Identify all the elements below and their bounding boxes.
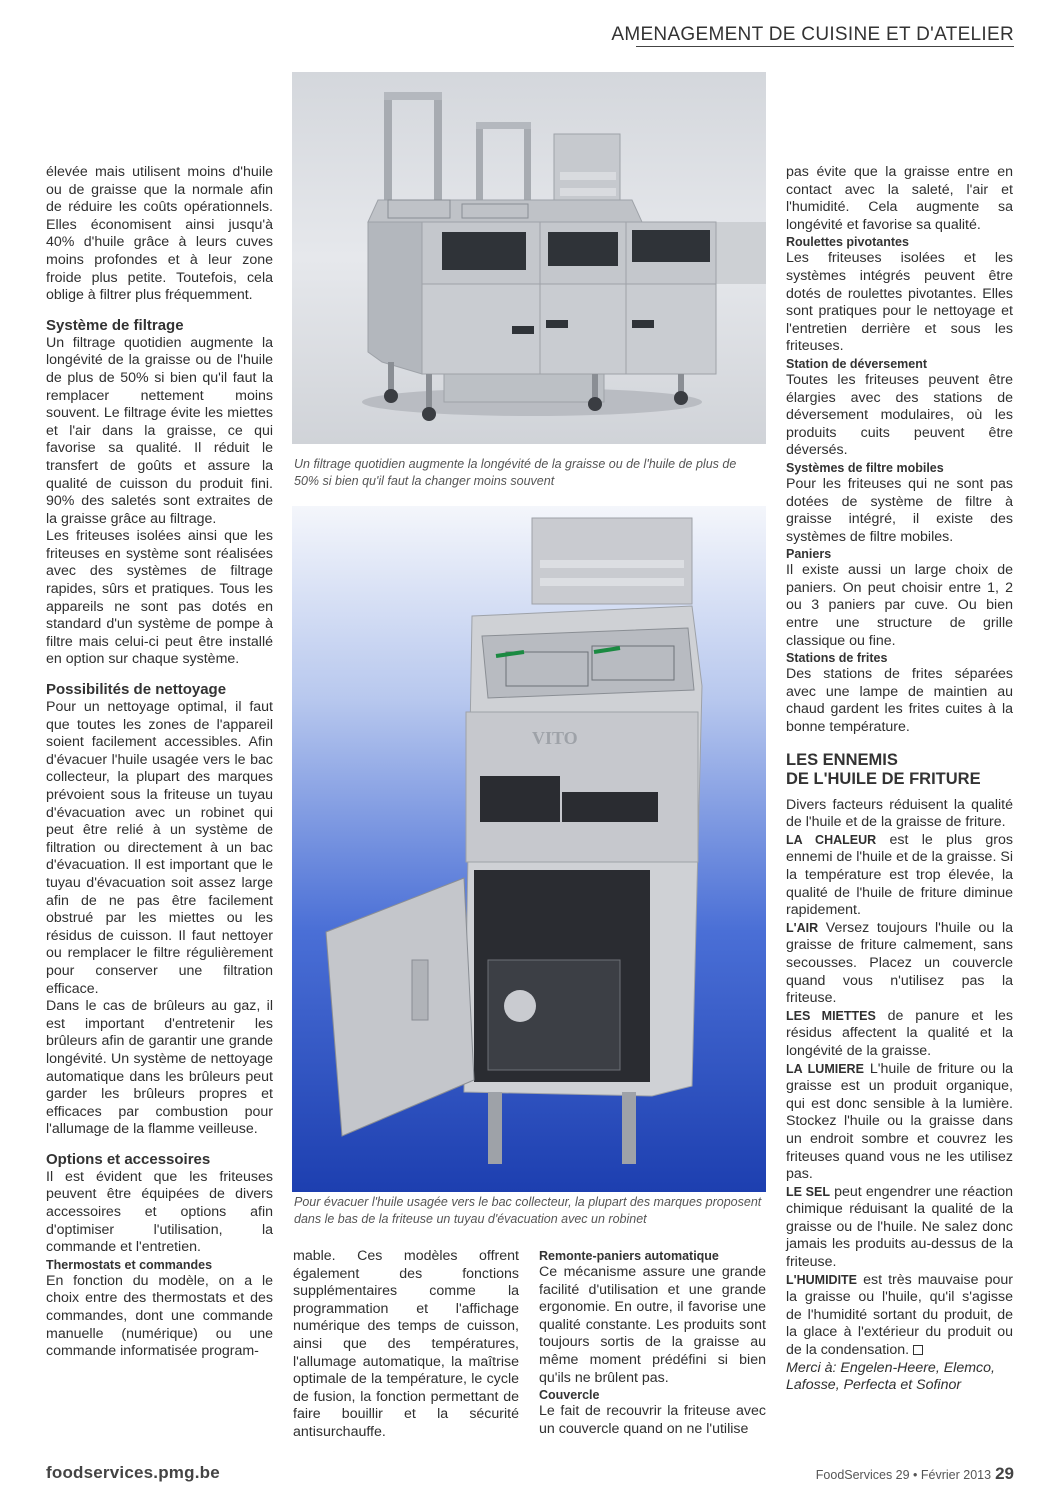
paragraph: Les friteuses isolées et les systèmes intégrés peuvent être dotés de roulettes pivotantes. Elles sont pratiques pour le nettoyage et l'entretien derrière et sous les friteuses. <box>786 250 1013 355</box>
article-column-1 <box>46 164 273 1361</box>
section-heading: Système de filtrage <box>46 316 184 334</box>
paragraph: L'HUMIDITE est très mauvaise pour la graisse ou l'huile, qu'il s'agisse de l'humidité sortant du produit, de la glace à l'extérieur du produit ou de la condensation. <box>786 1271 1013 1359</box>
sidebar-heading <box>786 751 1013 789</box>
paragraph: En fonction du modèle, on a le choix entre des thermostats et des commandes, dont une commande manuelle (numérique) ou une commande informatisée program- <box>46 1272 273 1360</box>
paragraph: Il est évident que les friteuses peuvent être équipées de divers accessoires et options afin d'optimiser l'utilisation, la commande et l'entretien. <box>46 1168 273 1256</box>
fryer-open-door-illustration <box>292 506 766 1192</box>
paragraph: Ce mécanisme assure une grande facilité d'utilisation et une grande ergonomie. En outre, il favorise une qualité constante. Les produits sont toujours sortis de la graisse au même moment prédéfini si bien qu'ils ne brûlent pas. <box>539 1264 766 1386</box>
keyword-lead: L'AIR <box>786 920 819 935</box>
subsection-heading: Stations de frites <box>786 651 888 666</box>
keyword-lead: LE SEL <box>786 1184 830 1199</box>
subsection-heading: Remonte-paniers automatique <box>539 1249 719 1263</box>
paragraph: Pour les friteuses qui ne sont pas dotées de système de filtre à graisse intégré, il existe des systèmes de filtre mobiles. <box>786 475 1013 545</box>
section-heading: Options et accessoires <box>46 1150 211 1168</box>
paragraph: pas évite que la graisse entre en contact avec la saleté, l'air et l'humidité. Cela augmente sa longévité et favorise sa qualité. <box>786 164 1013 233</box>
fryer-open-door-photo <box>292 506 766 1192</box>
paragraph: Divers facteurs réduisent la qualité de l'huile et de la graisse de friture. <box>786 796 1013 831</box>
brand-logo-text: VITO <box>532 728 578 748</box>
footer-issue <box>816 1464 1014 1484</box>
photo-caption: Pour évacuer l'huile usagée vers le bac collecteur, la plupart des marques proposent dans le bas de la friteuse un tuyau d'évacuation avec un robinet <box>294 1195 762 1226</box>
paragraph: Des stations de frites séparées avec une lampe de maintien au chaud gardent les frites cuites à la bonne température. <box>786 666 1013 736</box>
paragraph: Un filtrage quotidien augmente la longévité de la graisse ou de l'huile de plus de 50% si bien qu'il faut la remplacer nettement moins souvent. Le filtrage évite les miettes et l'air dans la graisse, ce qui favorise sa qualité. Il réduit le transfert de goûts et assure la qualité de cuisson du produit fini. 90% des saletés sont extraites de la graisse grâce au filtrage. <box>46 334 273 527</box>
footer-website: foodservices.pmg.be <box>46 1463 220 1482</box>
paragraph: Il existe aussi un large choix de paniers. On peut choisir entre 1, 2 ou 3 paniers par cuve. Ou bien entre une structure de grille classique ou fine. <box>786 562 1013 649</box>
paragraph: LE SEL peut engendrer une réaction chimique réduisant la qualité de la graisse ou de l'huile. Ne salez donc jamais les produits au-dessus de la friteuse. <box>786 1183 1013 1271</box>
subsection-heading: Systèmes de filtre mobiles <box>786 460 944 475</box>
paragraph: Toutes les friteuses peuvent être élargies avec des stations de déversement modulaires, où les produits cuits peuvent être déversés. <box>786 371 1013 459</box>
paragraph: Les friteuses isolées ainsi que les friteuses en système sont réalisées avec des systèmes de filtrage rapides, sûrs et pratiques. Tous les appareils ne sont pas dotés en standard d'un système de pompe à filtre mais celui-ci peut être installé en option sur chaque système. <box>46 528 273 668</box>
header-rule <box>636 46 1014 47</box>
article-column-4 <box>786 164 1013 1395</box>
section-title: AMENAGEMENT DE CUISINE ET D'ATELIER <box>611 24 1014 45</box>
paragraph: LA LUMIERE L'huile de friture ou la graisse est un produit organique, qui est donc sensible à la lumière. Stockez l'huile ou la graisse dans un endroit sombre et couvrez les friteuses quand vous ne les utilisez pas. <box>786 1060 1014 1183</box>
paragraph: LES MIETTES de panure et les résidus affectent la qualité et la longévité de la graisse. <box>786 1007 1013 1059</box>
keyword-lead: LES MIETTES <box>786 1008 876 1023</box>
keyword-lead: LA CHALEUR <box>786 832 877 847</box>
article-column-3 <box>539 1248 766 1438</box>
photo-caption: Un filtrage quotidien augmente la longévité de la graisse ou de l'huile de plus de 50% si bien qu'il faut la changer moins souvent <box>294 457 737 488</box>
section-heading: Possibilités de nettoyage <box>46 681 227 699</box>
article-column-2 <box>293 1248 519 1442</box>
end-box-icon <box>913 1345 923 1355</box>
fryer-system-illustration <box>292 72 766 444</box>
paragraph: L'AIR Versez toujours l'huile ou la graisse de friture calmement, sans secousses. Placez un couvercle quand vous n'utilisez pas la friteuse. <box>786 919 1013 1007</box>
subsection-heading: Station de déversement <box>786 356 928 371</box>
issue-label: FoodServices 29 • Février 2013 <box>815 1468 992 1482</box>
paragraph: Le fait de recouvrir la friteuse avec un couvercle quand on ne l'utilise <box>539 1403 766 1437</box>
paragraph: LA CHALEUR est le plus gros ennemi de l'huile et de la graisse. Si la température est trop élevée, la qualité de l'huile de friture diminue rapidement. <box>786 831 1013 919</box>
subsection-heading: Couvercle <box>539 1388 600 1403</box>
subsection-heading: Paniers <box>786 547 832 562</box>
paragraph: mable. Ces modèles offrent également des fonctions supplémentaires comme la programmation et l'affichage numérique des temps de cuisson, ainsi que des températures, l'allumage automatique, la maîtrise optimale de la température, le cycle de fusion, la fonction permettant de faire bouillir et la sécurité antisurchauffe. <box>293 1248 519 1440</box>
subsection-heading: Thermostats et commandes <box>46 1257 213 1272</box>
paragraph: élevée mais utilisent moins d'huile ou de graisse que la normale afin de réduire les coûts opérationnels. Elles économisent ainsi jusqu'à 40% d'huile grâce à leurs cuves moins profondes et à leur zone froide plus petite. Toutefois, cela oblige à filtrer plus fréquemment. <box>46 164 273 304</box>
keyword-lead: LA LUMIERE <box>786 1061 864 1076</box>
paragraph: Pour un nettoyage optimal, il faut que toutes les zones de l'appareil soient facilement accessibles. Afin d'évacuer l'huile usagée vers le bac collecteur, la plupart des marques prévoient sous la friteuse un tuyau d'évacuation avec un robinet qui peut être relié à un système de filtration ou directement à un bac d'évacuation. Il est important que le tuyau d'évacuation soit assez large afin de ne pas être facilement obstrué par les miettes ou les résidus de cuisson. Il faut nettoyer ou remplacer le filtre régulièrement pour conserver une filtration efficace. <box>46 699 273 997</box>
fryer-system-photo <box>292 72 766 444</box>
sidebar-heading-line-1: LES ENNEMIS <box>786 750 898 769</box>
credits: Merci à: Engelen-Heere, Elemco, Lafosse, Perfecta et Sofinor <box>786 1359 995 1394</box>
paragraph: Dans le cas de brûleurs au gaz, il est important d'entretenir les brûleurs afin de garantir une grande longévité. Un système de nettoyage automatique dans les brûleurs peut garder les brûleurs propres et efficaces par combustion pour l'allumage de la flamme veilleuse. <box>46 998 273 1138</box>
sidebar-heading-line-2: DE L'HUILE DE FRITURE <box>786 769 981 788</box>
keyword-lead: L'HUMIDITE <box>786 1272 858 1287</box>
subsection-heading: Roulettes pivotantes <box>786 235 909 250</box>
page-number: 29 <box>995 1464 1014 1483</box>
